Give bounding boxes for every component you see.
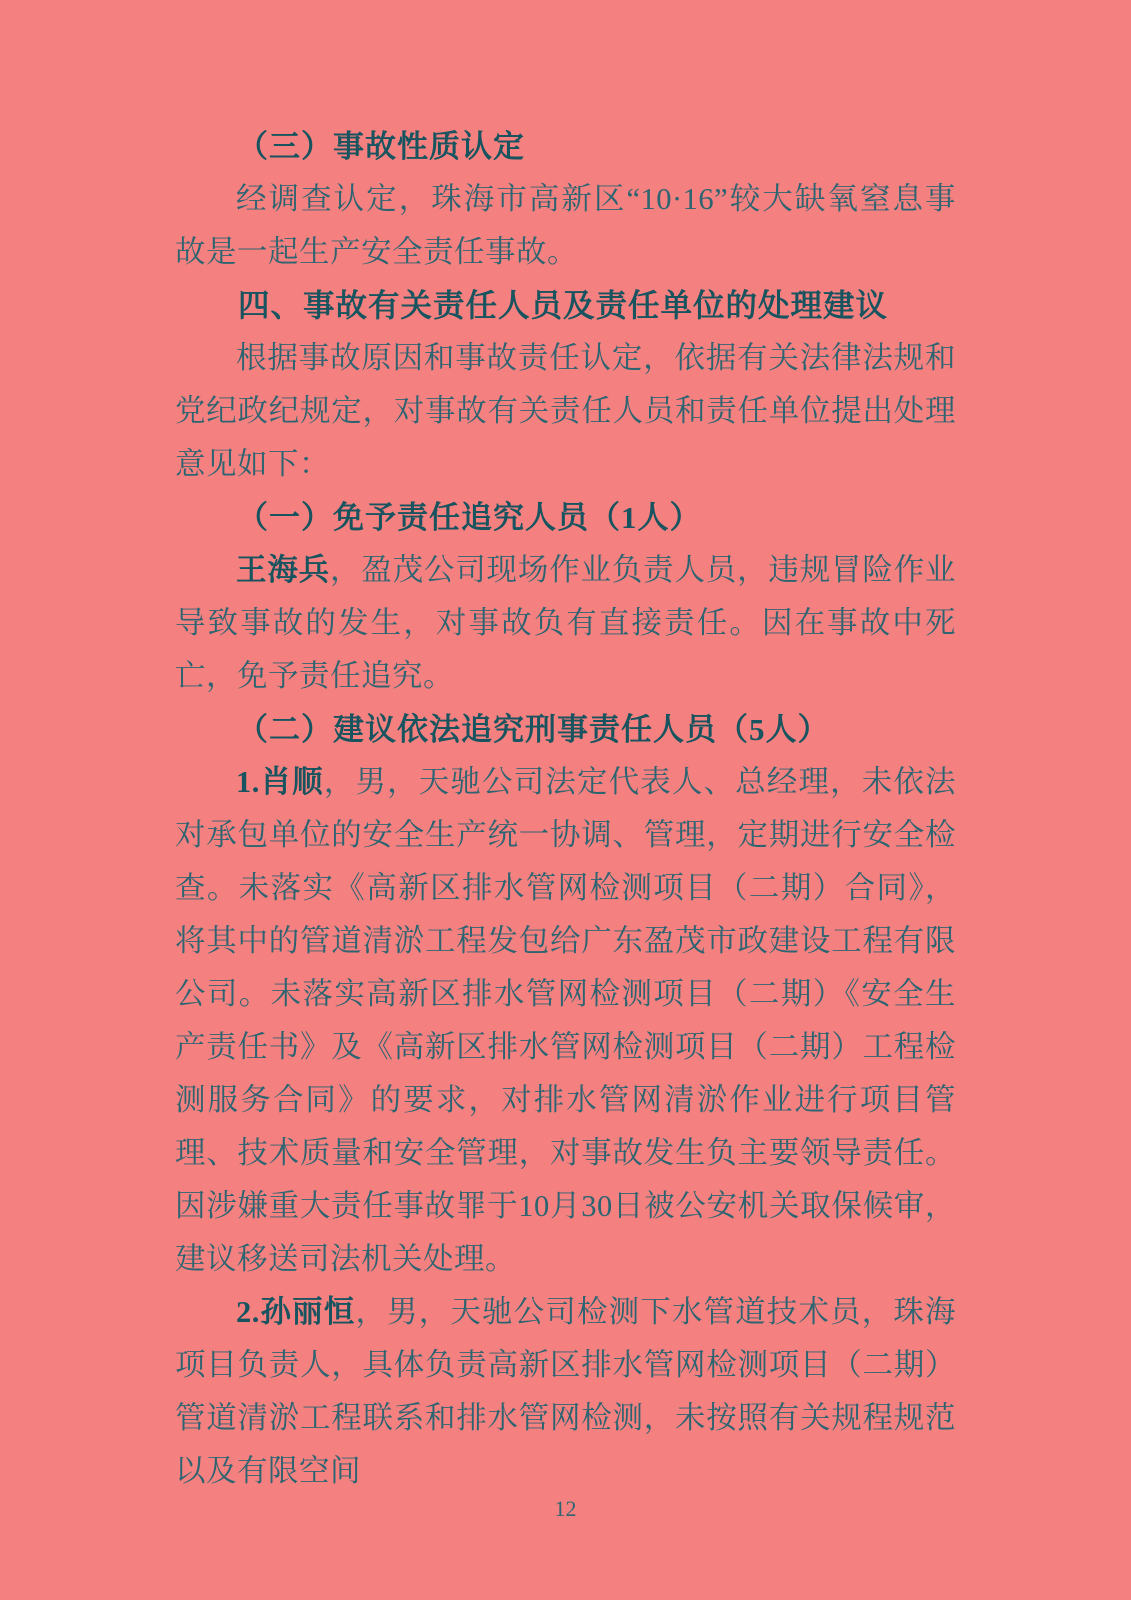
heading-section-four: 四、事故有关责任人员及责任单位的处理建议 <box>238 288 889 323</box>
para-sun-liheng <box>175 1286 956 1498</box>
person-name-xiao-shun: 1.肖顺 <box>236 765 324 799</box>
para-section-four-intro: 根据事故原因和事故责任认定，依据有关法律法规和党纪政纪规定，对事故有关责任人员和责任单位提出处理意见如下： <box>175 341 956 481</box>
page-number: 12 <box>554 1496 577 1521</box>
document-body <box>175 120 956 1498</box>
para-xiao-shun <box>175 756 956 1286</box>
heading-exempt-persons: （一）免予责任追究人员（1人） <box>237 500 702 535</box>
para-sun-liheng-text: ，男，天驰公司检测下水管道技术员，珠海项目负责人，具体负责高新区排水管网检测项目（二期）管道清淤工程联系和排水管网检测，未按照有关规程规范以及有限空间 <box>175 1295 957 1488</box>
heading-accident-nature: （三）事故性质认定 <box>237 129 525 164</box>
para-wang-haibing-text: ，盈茂公司现场作业负责人员，违规冒险作业导致事故的发生，对事故负有直接责任。因在事故中死亡，免予责任追究。 <box>175 553 957 693</box>
para-xiao-shun-text: ，男，天驰公司法定代表人、总经理，未依法对承包单位的安全生产统一协调、管理，定期进行安全检查。未落实《高新区排水管网检测项目（二期）合同》，将其中的管道清淤工程发包给广东盈茂市政建设工程有限公司。未落实高新区排水管网检测项目（二期）《安全生产责任书》及《高新区排水管网检测项目（二期）工程检测服务合同》的要求，对排水管网清淤作业进行项目管理、技术质量和安全管理，对事故发生负主要领导责任。因涉嫌重大责任事故罪于10月30日被公安机关取保候审，建议移送司法机关处理。 <box>175 765 957 1276</box>
para-wang-haibing <box>175 544 956 703</box>
person-name-wang-haibing: 王海兵 <box>236 553 330 587</box>
heading-criminal-liability: （二）建议依法追究刑事责任人员（5人） <box>237 712 830 747</box>
para-accident-nature: 经调查认定，珠海市高新区“10·16”较大缺氧窒息事故是一起生产安全责任事故。 <box>175 182 956 269</box>
person-name-sun-liheng: 2.孙丽恒 <box>236 1295 356 1329</box>
